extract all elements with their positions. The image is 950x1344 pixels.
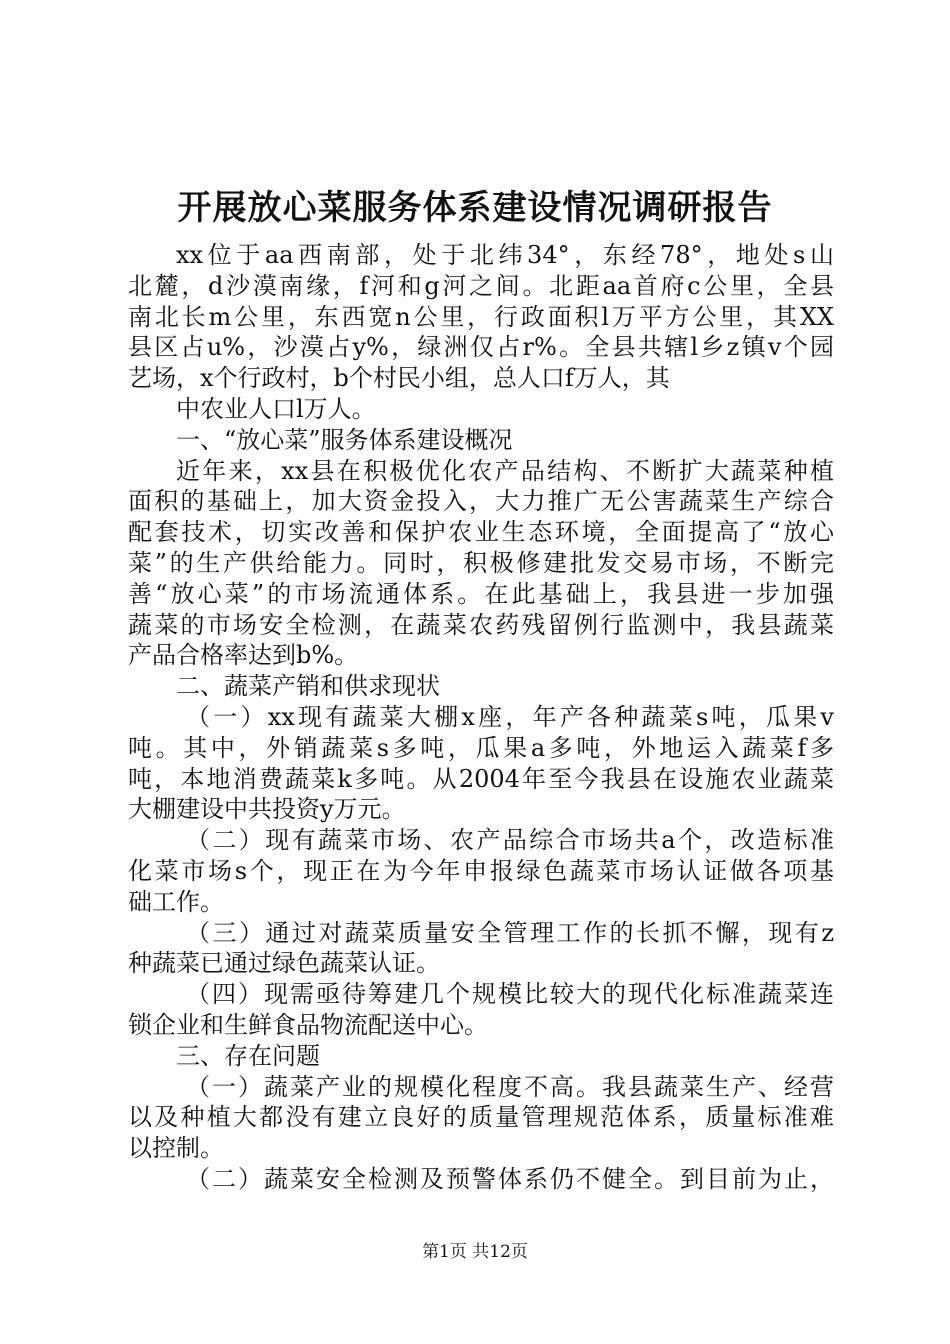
body-text-line: 大棚建设中共投资y万元。 [128,795,406,824]
body-text-line: xx位于aa西南部，处于北纬34°，东经78°，地处s山 [176,241,834,269]
body-text-line: 县区占u%，沙漠占y%，绿洲仅占r%。全县共辖l乡z镇v个园 [128,333,834,362]
body-text-line: 面积的基础上，加大资金投入，大力推广无公害蔬菜生产综合 [128,487,834,516]
body-text-line: 化菜市场s个，现正在为今年申报绿色蔬菜市场认证做各项基 [128,856,834,885]
body-text-line: 产品合格率达到b%。 [128,641,359,670]
body-text-line: 北麓，d沙漠南缘，f河和g河之间。北距aa首府c公里，全县 [128,271,834,300]
body-text-line: 艺场，x个行政村，b个村民小组，总人口f万人，其 [128,364,670,393]
body-text-line: （二）蔬菜安全检测及预警体系仍不健全。到目前为止， [186,1164,834,1193]
body-text-line: 配套技术，切实改善和保护农业生态环境，全面提高了“放心 [128,518,834,547]
body-text-line: 善“放心菜”的市场流通体系。在此基础上，我县进一步加强 [128,579,834,608]
body-text-line: 以控制。 [128,1134,224,1163]
body-text-line: 一、“放心菜”服务体系建设概况 [176,425,513,454]
body-text-line: 础工作。 [128,887,224,916]
body-text-line: 近年来，xx县在积极优化农产品结构、不断扩大蔬菜种植 [176,456,834,485]
body-text-line: 以及种植大都没有建立良好的质量管理规范体系，质量标准难 [128,1103,834,1132]
body-text-line: （一）xx现有蔬菜大棚x座，年产各种蔬菜s吨，瓜果v [186,702,834,731]
body-text-line: 中农业人口l万人。 [176,394,376,423]
body-text-line: （一）蔬菜产业的规模化程度不高。我县蔬菜生产、经营 [186,1072,834,1101]
body-text-line: 蔬菜的市场安全检测，在蔬菜农药残留例行监测中，我县蔬菜 [128,610,834,639]
body-text-line: 锁企业和生鲜食品物流配送中心。 [128,1010,488,1039]
body-text-line: 吨，本地消费蔬菜k多吨。从2004年至今我县在设施农业蔬菜 [128,764,834,793]
body-text-line: 菜”的生产供给能力。同时，积极修建批发交易市场，不断完 [128,548,834,577]
body-text-line: 二、蔬菜产销和供求现状 [176,672,440,701]
body-text-line: （四）现需亟待筹建几个规模比较大的现代化标准蔬菜连 [186,980,834,1009]
document-body [128,240,834,1195]
body-text-line: 种蔬菜已通过绿色蔬菜认证。 [128,949,440,978]
body-text-line: 三、存在问题 [176,1041,320,1070]
page-footer: 第1页 共12页 [422,1242,528,1262]
body-text-line: （二）现有蔬菜市场、农产品综合市场共a个，改造标准 [186,826,834,855]
body-text-line: 吨。其中，外销蔬菜s多吨，瓜果a多吨，外地运入蔬菜f多 [128,733,834,762]
body-text-line: 南北长m公里，东西宽n公里，行政面积l万平方公里，其XX [128,302,834,331]
document-title: 开展放心菜服务体系建设情况调研报告 [177,188,773,228]
body-text-line: （三）通过对蔬菜质量安全管理工作的长抓不懈，现有z [186,918,834,947]
